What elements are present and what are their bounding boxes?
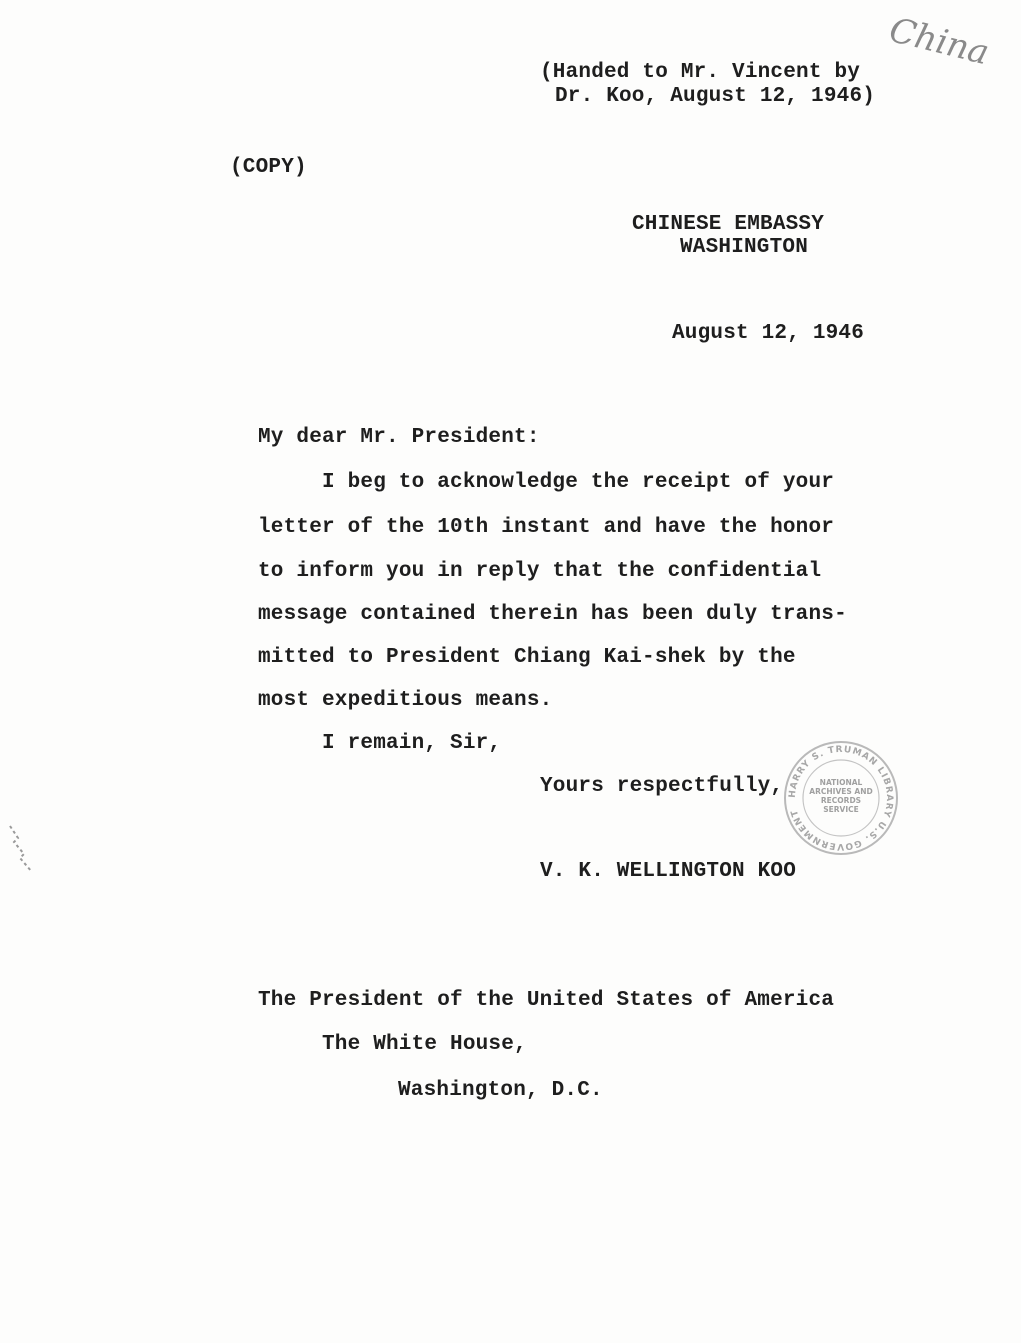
body-line: mitted to President Chiang Kai-shek by the: [258, 646, 796, 669]
body-line: letter of the 10th instant and have the honor: [258, 516, 835, 539]
address-line-3: Washington, D.C.: [398, 1079, 603, 1102]
salutation: My dear Mr. President:: [258, 426, 540, 449]
archive-stamp-icon: [783, 740, 899, 856]
body-line: to inform you in reply that the confidential: [258, 560, 822, 583]
address-line-2: The White House,: [322, 1033, 527, 1056]
handed-note-line-1: (Handed to Mr. Vincent by: [540, 61, 861, 84]
handed-note-line-2: Dr. Koo, August 12, 1946): [555, 85, 876, 108]
stamp-outer-text: HARRY S. TRUMAN LIBRARY U.S. GOVERNMENT: [787, 744, 895, 852]
body-line: I beg to acknowledge the receipt of your: [322, 471, 835, 494]
letterhead-line-2: WASHINGTON: [680, 236, 809, 259]
letterhead-line-1: CHINESE EMBASSY: [632, 213, 825, 236]
handwritten-annotation: China: [885, 10, 993, 74]
paper-edge-mark-icon: [4, 820, 44, 880]
body-line: most expeditious means.: [258, 689, 553, 712]
address-line-1: The President of the United States of America: [258, 989, 835, 1012]
stamp-inner-text: NATIONAL ARCHIVES AND RECORDS SERVICE: [809, 778, 873, 814]
body-line: message contained therein has been duly trans-: [258, 603, 847, 626]
letter-date: August 12, 1946: [672, 322, 865, 345]
copy-label: (COPY): [230, 156, 307, 179]
closing-line: I remain, Sir,: [322, 732, 502, 755]
signature: V. K. WELLINGTON KOO: [540, 860, 797, 883]
valediction: Yours respectfully,: [540, 775, 784, 798]
